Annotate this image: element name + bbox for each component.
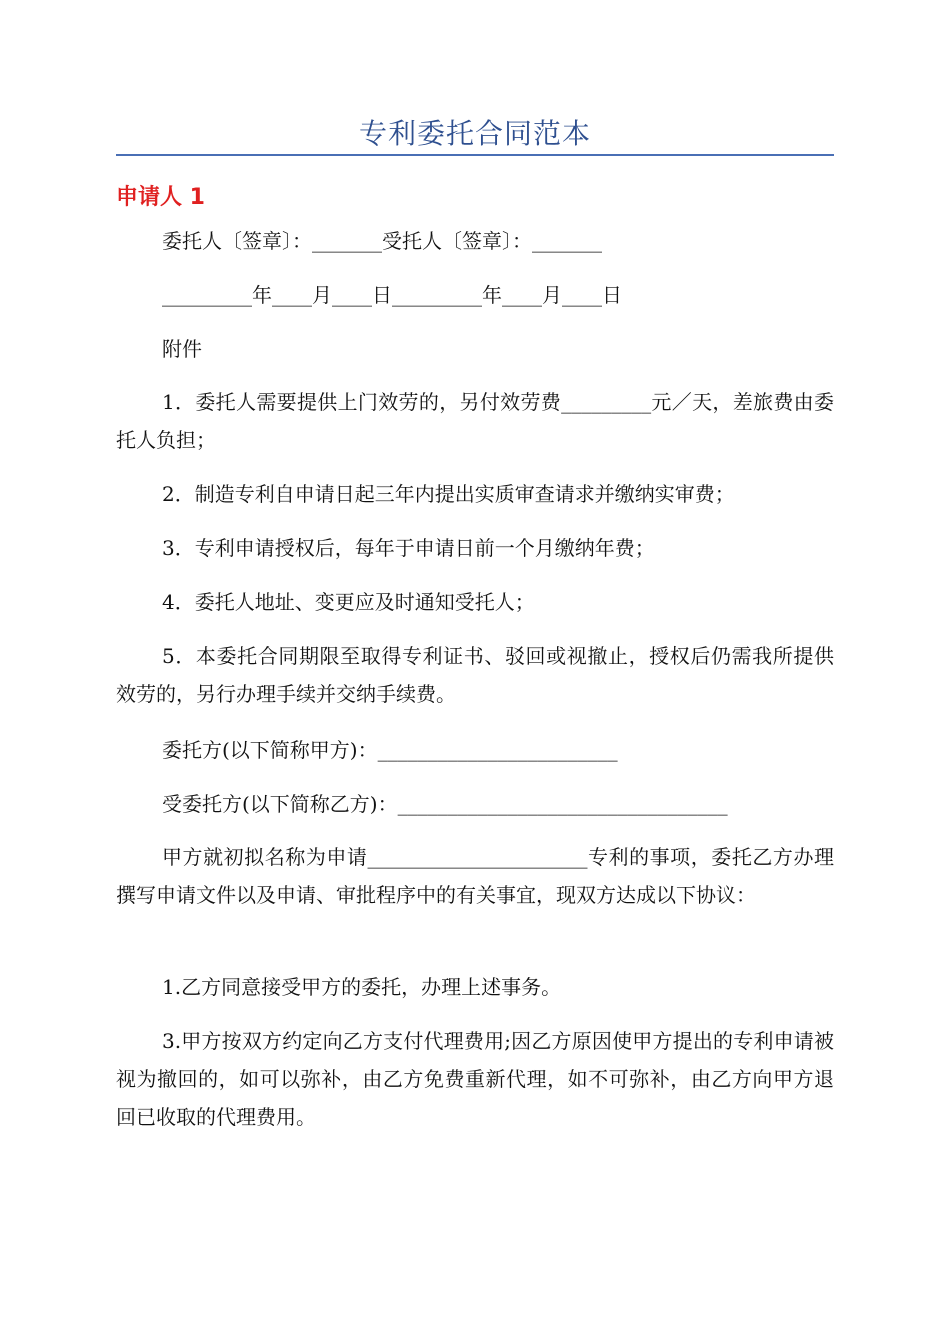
document-title: 专利委托合同范本 [358, 117, 591, 150]
title-underline [116, 154, 834, 156]
signature-line: 委托人〔签章〕：_______受托人〔签章〕：_______ [162, 229, 602, 253]
section-heading: 申请人 1 [116, 185, 205, 210]
date-line: _________年____月____日_________年____月____日 [162, 283, 622, 307]
attachment-item-1: 1．委托人需要提供上门效劳的，另付效劳费_________元／天，差旅费由委托人负担； [116, 390, 834, 452]
agreement-intro: 甲方就初拟名称为申请______________________专利的事项，委托乙方办理撰写申请文件以及申请、审批程序中的有关事宜，现双方达成以下协议： [116, 845, 834, 907]
attachment-item-3: 3．专利申请授权后，每年于申请日前一个月缴纳年费； [162, 536, 655, 560]
clause-3: 3.甲方按双方约定向乙方支付代理费用;因乙方原因使甲方提出的专利申请被视为撤回的，如可以弥补，由乙方免费重新代理，如不可弥补，由乙方向甲方退回已收取的代理费用。 [116, 1029, 834, 1129]
party-a-line: 委托方(以下简称甲方)：________________________ [162, 738, 618, 762]
attachment-item-5: 5．本委托合同期限至取得专利证书、驳回或视撤止，授权后仍需我所提供效劳的，另行办理手续并交纳手续费。 [116, 644, 834, 706]
party-b-line: 受委托方(以下简称乙方)：_________________________________ [162, 792, 728, 816]
attachment-item-2: 2．制造专利自申请日起三年内提出实质审查请求并缴纳实审费； [162, 482, 735, 506]
attachment-item-4: 4．委托人地址、变更应及时通知受托人； [162, 590, 535, 614]
attachment-label: 附件 [162, 337, 202, 361]
clause-1: 1.乙方同意接受甲方的委托，办理上述事务。 [162, 975, 562, 999]
